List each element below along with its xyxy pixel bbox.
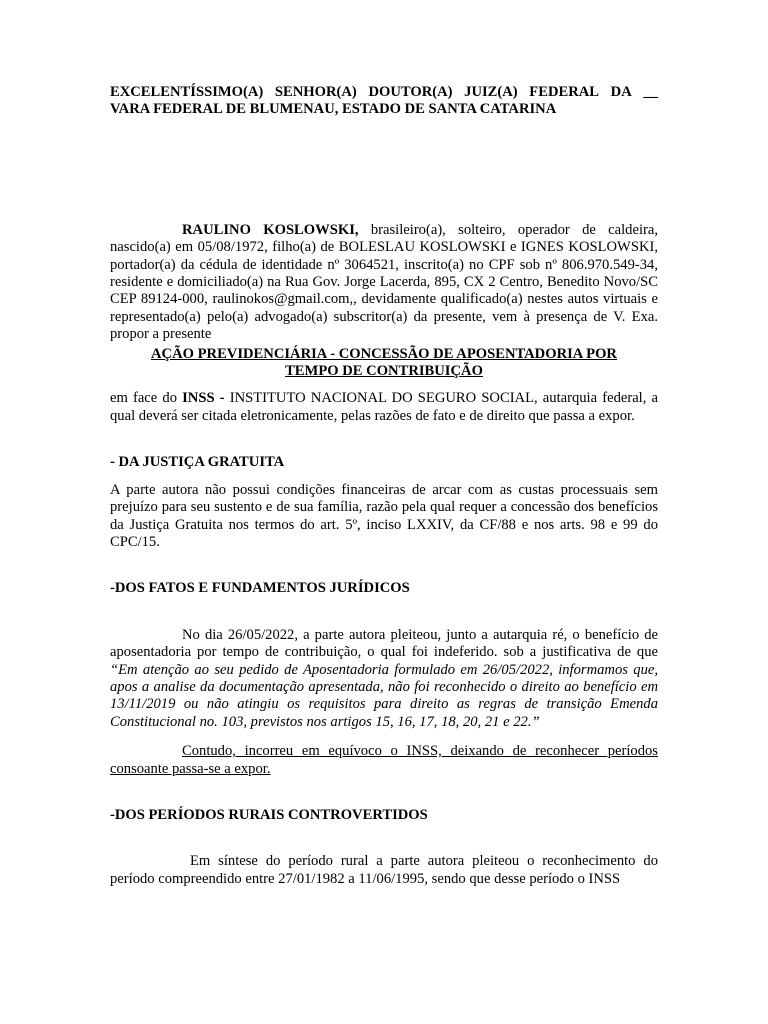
court-address-line-2: VARA FEDERAL DE BLUMENAU, ESTADO DE SANTA CATARINA <box>110 101 557 118</box>
fatos-quote: “Em atenção ao seu pedido de Aposentadoria formulado em 26/05/2022, informamos que, apos a analise da documentação apresentada, não foi reconhecido o direito ao benefício em 13/11/2019 ou não atingiu os requisitos para direito as regras de transição Emenda Constitucional no. 103, previstos nos artigos 15, 16, 17, 18, 20, 21 e 22.” <box>110 661 658 730</box>
rurais-paragraph: Em síntese do período rural a parte autora pleiteou o reconhecimento do período compreendido entre 27/01/1982 a 11/06/1995, sendo que desse período o INSS <box>110 853 658 887</box>
defendant-paragraph <box>110 390 658 425</box>
defendant-prefix: em face do <box>110 390 183 407</box>
court-address-word: JUIZ(A) <box>464 84 518 100</box>
court-address-line-1 <box>110 84 658 101</box>
petition-body <box>110 84 658 888</box>
defendant-text: INSTITUTO NACIONAL DO SEGURO SOCIAL, autarquia federal, a qual deverá ser citada eletronicamente, pelas razões de fato e de direito que passa a expor. <box>110 390 658 424</box>
contudo-paragraph: Contudo, incorreu em equívoco o INSS, deixando de reconhecer períodos consoante passa-se a expor. <box>110 743 658 777</box>
court-address-word: FEDERAL <box>529 84 600 100</box>
court-address-word: __ <box>643 84 658 100</box>
court-address-word: DOUTOR(A) <box>368 84 453 100</box>
qualification-paragraph <box>110 222 658 344</box>
section-title-fatos: -DOS FATOS E FUNDAMENTOS JURÍDICOS <box>110 580 410 597</box>
section-title-justica: - DA JUSTIÇA GRATUITA <box>110 454 285 471</box>
defendant-name: INSS - <box>182 390 230 407</box>
plaintiff-name: RAULINO KOSLOWSKI, <box>182 221 359 238</box>
fatos-text: No dia 26/05/2022, a parte autora pleiteou, junto a autarquia ré, o benefício de aposentadoria por tempo de contribuição, o qual foi indeferido. sob a justificativa de que <box>110 626 658 661</box>
justica-paragraph: A parte autora não possui condições financeiras de arcar com as custas processuais sem prejuízo para seu sustento e de sua família, razão pela qual requer a concessão dos benefícios da Justiça Gratuita nos termos do art. 5º, inciso LXXIV, da CF/88 e nos arts. 98 e 99 do CPC/15. <box>110 481 658 550</box>
fatos-paragraph <box>110 627 658 731</box>
court-address-heading <box>110 84 658 119</box>
court-address-word: EXCELENTÍSSIMO(A) <box>110 84 264 100</box>
action-title-line-1: AÇÃO PREVIDENCIÁRIA - CONCESSÃO DE APOSENTADORIA POR <box>151 345 617 362</box>
court-address-word: DA <box>610 84 632 100</box>
action-title <box>110 346 658 381</box>
section-title-rurais: -DOS PERÍODOS RURAIS CONTROVERTIDOS <box>110 806 428 823</box>
action-title-line-2: TEMPO DE CONTRIBUIÇÃO <box>285 363 483 380</box>
court-address-word: SENHOR(A) <box>274 84 357 100</box>
qualification-text: brasileiro(a), solteiro, operador de caldeira, nascido(a) em 05/08/1972, filho(a) de BOLESLAU KOSLOWSKI e IGNES KOSLOWSKI, portador(a) da cédula de identidade nº 3064521, inscrito(a) no CPF sob nº 806.970.549-34, residente e domiciliado(a) na Rua Gov. Jorge Lacerda, 895, CX 2 Centro, Benedito Novo/SC CEP 89124-000, raulinokos@gmail.com,, devidamente qualificado(a) nestes autos virtuais e representado(a) pelo(a) advogado(a) subscritor(a) da presente, vem à presença de V. Exa. propor a presente <box>110 221 658 343</box>
